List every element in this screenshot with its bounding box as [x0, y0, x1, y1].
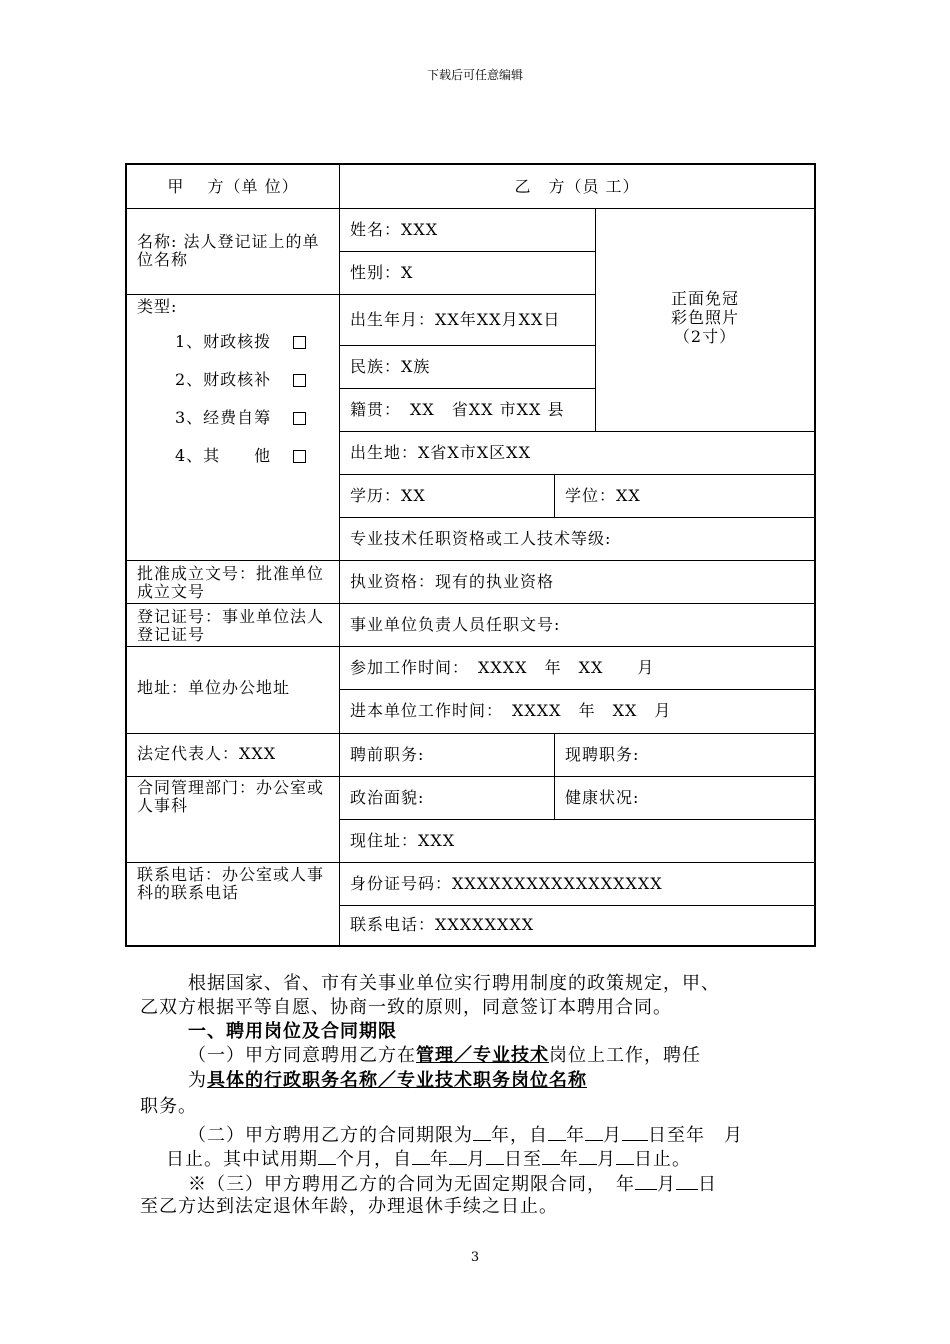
header-note: 下载后可任意编辑: [426, 68, 523, 82]
health-status: 健康状况:: [565, 787, 640, 807]
checkbox-icon[interactable]: [293, 336, 306, 349]
clause-text: 日至: [648, 1125, 686, 1146]
unit-type-option[interactable]: [175, 447, 306, 465]
left-rule: [127, 603, 339, 604]
blank-field[interactable]: [676, 1171, 698, 1190]
blank-field[interactable]: [616, 1146, 634, 1165]
party-b-header: 乙 方（员 工）: [514, 176, 640, 196]
blank-field[interactable]: [548, 1122, 566, 1141]
job-title-field: 具体的行政职务名称／专业技术职务岗位名称: [207, 1070, 587, 1091]
post-type-field: 管理／专业技术: [416, 1045, 549, 1066]
option-label: 1、财政核拨: [175, 332, 272, 351]
registration-number: 登记证号：事业单位法人登记证号: [137, 607, 325, 644]
employee-gender: 性别：X: [350, 262, 414, 282]
clause-text: 年: [566, 1125, 585, 1146]
photo-placeholder: 正面免冠 彩色照片 （2寸）: [670, 289, 739, 346]
left-rule: [127, 294, 339, 295]
left-rule: [127, 646, 339, 647]
clause-text: 个月，自: [336, 1149, 412, 1170]
left-rule: [127, 862, 339, 863]
political-status: 政治面貌:: [350, 787, 425, 807]
unit-type-option[interactable]: [175, 333, 306, 351]
unit-type-option[interactable]: [175, 371, 306, 389]
legal-representative: 法定代表人：XXX: [137, 744, 277, 763]
clause-text: 月: [467, 1149, 486, 1170]
clause-text: 月: [657, 1174, 676, 1195]
option-label: 2、财政核补: [175, 370, 272, 389]
employee-birth-date: 出生年月：XX年XX月XX日: [350, 309, 561, 329]
intro-line-1: 根据国家、省、市有关事业单位实行聘用制度的政策规定，甲、: [188, 973, 720, 994]
unit-name: 名称: 法人登记证上的单位名称: [137, 232, 320, 269]
employee-degree: 学位：XX: [565, 485, 641, 505]
employee-native-place: 籍贯： XX 省XX 市XX 县: [350, 399, 565, 419]
current-address: 现住址：XXX: [350, 830, 456, 850]
clause-text: 日止。其中试用期: [166, 1149, 318, 1170]
contract-info-table: [125, 163, 816, 947]
left-rule: [127, 560, 339, 561]
blank-field[interactable]: [318, 1146, 336, 1165]
blank-field[interactable]: [622, 1122, 648, 1141]
unit-type-option[interactable]: [175, 409, 306, 427]
blank-field[interactable]: [473, 1122, 491, 1141]
clause-3-line-1: [188, 1171, 717, 1196]
employee-practice-qualification: 执业资格：现有的执业资格: [350, 571, 555, 591]
clause-text: 月: [597, 1149, 616, 1170]
employee-phone: 联系电话：XXXXXXXX: [350, 915, 535, 934]
approval-doc-number: 批准成立文号：批准单位成立文号: [137, 564, 325, 601]
id-number: 身份证号码：XXXXXXXXXXXXXXXXX: [350, 873, 663, 893]
clause-text: 岗位上工作，聘任: [549, 1045, 701, 1066]
blank-field[interactable]: [542, 1146, 560, 1165]
clause-2-line-2: [166, 1146, 691, 1171]
work-start-date: 参加工作时间： XXXX 年 XX 月: [350, 657, 655, 677]
party-a-header: 甲 方（单 位）: [167, 176, 299, 196]
employee-education: 学历：XX: [350, 485, 426, 505]
clause-text: 日止。: [634, 1149, 691, 1170]
clause-1-line-1: [188, 1045, 701, 1067]
blank-field[interactable]: [486, 1146, 504, 1165]
section-heading: 一、聘用岗位及合同期限: [188, 1021, 397, 1042]
employee-name: 姓名：XXX: [350, 219, 439, 239]
blank-field[interactable]: [449, 1146, 467, 1165]
checkbox-icon[interactable]: [293, 450, 306, 463]
checkbox-icon[interactable]: [293, 412, 306, 425]
clause-text: （二）甲方聘用乙方的合同期限为: [188, 1125, 473, 1146]
clause-text: 年 月: [686, 1125, 743, 1146]
current-post: 现聘职务:: [565, 744, 640, 764]
employee-ethnicity: 民族：X族: [350, 356, 431, 376]
page-number: 3: [470, 1250, 480, 1265]
clause-text: （一）甲方同意聘用乙方在: [188, 1045, 416, 1066]
blank-field[interactable]: [412, 1146, 430, 1165]
unit-contact-phone: 联系电话：办公室或人事科的联系电话: [137, 865, 325, 902]
clause-2-line-1: [188, 1122, 743, 1147]
appointment-doc-number: 事业单位负责人员任职文号:: [350, 614, 561, 634]
clause-1-line-2: [188, 1070, 635, 1092]
blank-field[interactable]: [635, 1171, 657, 1190]
contract-management-dept: 合同管理部门：办公室或人事科: [137, 778, 325, 815]
clause-text: 年: [430, 1149, 449, 1170]
unit-type-label: 类型:: [137, 297, 178, 316]
clause-text: 为: [188, 1070, 207, 1091]
clause-3-line-2: 至乙方达到法定退休年龄，办理退休手续之日止。: [140, 1196, 558, 1217]
clause-text: 日: [698, 1174, 717, 1195]
left-rule: [127, 776, 339, 777]
clause-text: 年: [560, 1149, 579, 1170]
clause-text: 年，自: [491, 1125, 548, 1146]
left-rule: [127, 733, 339, 734]
unit-start-date: 进本单位工作时间： XXXX 年 XX 月: [350, 701, 672, 720]
employee-birthplace: 出生地：X省X市X区XX: [350, 442, 531, 462]
clause-1-line-3: 职务。: [140, 1096, 197, 1117]
unit-address: 地址：单位办公地址: [137, 678, 291, 697]
previous-post: 聘前职务:: [350, 744, 425, 764]
option-label: 3、经费自筹: [175, 408, 272, 427]
clause-text: 日至: [504, 1149, 542, 1170]
option-label: 4、其 他: [175, 446, 272, 465]
blank-field[interactable]: [579, 1146, 597, 1165]
intro-line-2: 乙双方根据平等自愿、协商一致的原则，同意签订本聘用合同。: [140, 997, 672, 1018]
blank-field[interactable]: [585, 1122, 603, 1141]
checkbox-icon[interactable]: [293, 374, 306, 387]
employee-professional-qualification: 专业技术任职资格或工人技术等级:: [350, 528, 612, 548]
clause-text: 月: [603, 1125, 622, 1146]
clause-text: ※（三）甲方聘用乙方的合同为无固定期限合同， 年: [188, 1174, 635, 1195]
